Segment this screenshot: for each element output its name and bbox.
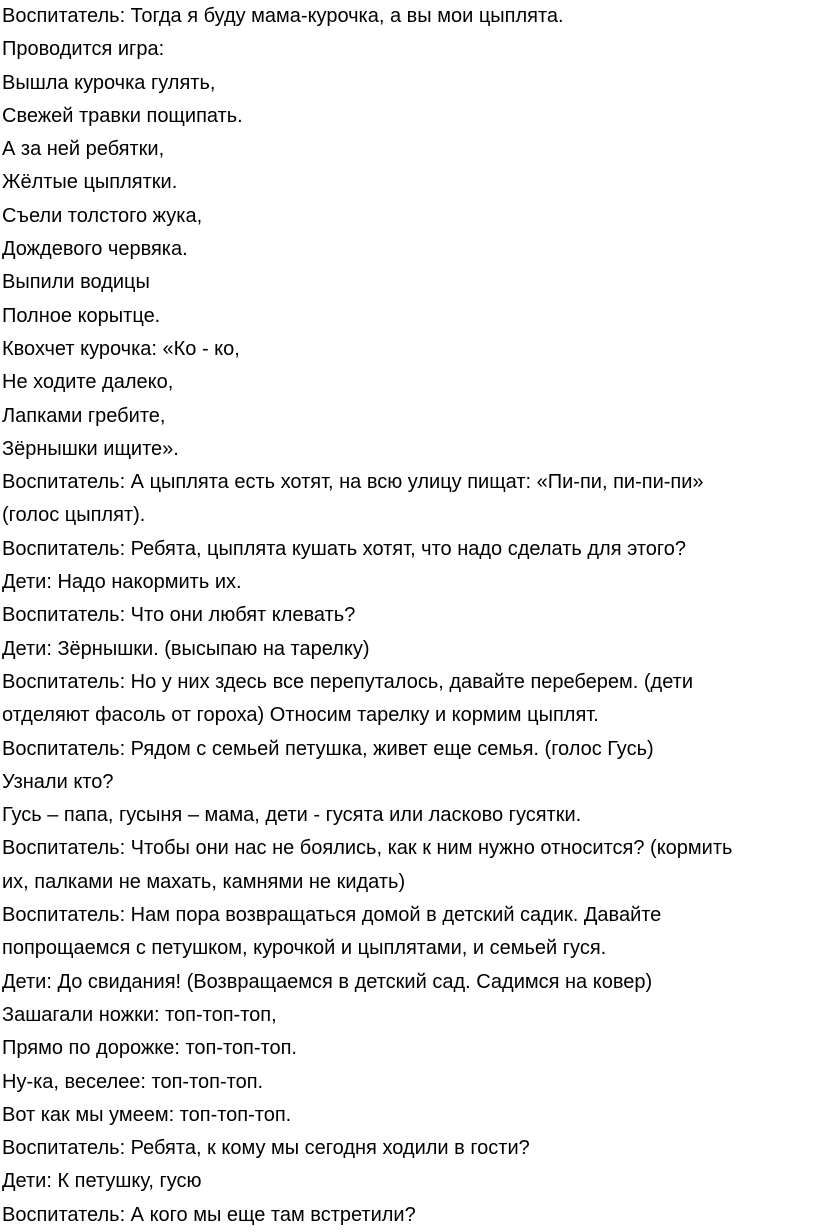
text-line: Воспитатель: Нам пора возвращаться домой в детский садик. Давайте bbox=[2, 904, 662, 927]
text-line: Воспитатель: Рядом с семьей петушка, живет еще семья. (голос Гусь) bbox=[2, 737, 654, 760]
text-line: Полное корытце. bbox=[2, 304, 161, 327]
document-body bbox=[2, 0, 802, 1232]
text-line: Вот как мы умеем: топ-топ-топ. bbox=[2, 1103, 292, 1126]
text-line: Воспитатель: Тогда я буду мама-курочка, а вы мои цыплята. bbox=[2, 5, 564, 27]
text-line: попрощаемся с петушком, курочкой и цыплятами, и семьей гуся. bbox=[2, 937, 607, 960]
text-line: Свежей травки пощипать. bbox=[2, 104, 243, 127]
text-line: Воспитатель: А кого мы еще там встретили? bbox=[2, 1203, 416, 1226]
text-line: А за ней ребятки, bbox=[2, 138, 165, 161]
text-line: Выпили водицы bbox=[2, 271, 150, 294]
text-line: (голос цыплят). bbox=[2, 504, 146, 527]
text-line: их, палками не махать, камнями не кидать) bbox=[2, 870, 406, 893]
text-line: Дети: До свидания! (Возвращаемся в детский сад. Садимся на ковер) bbox=[2, 970, 653, 993]
text-line: Дети: К петушку, гусю bbox=[2, 1170, 202, 1193]
text-line: Жёлтые цыплятки. bbox=[2, 171, 178, 194]
text-line: Гусь – папа, гусыня – мама, дети - гусята или ласково гусятки. bbox=[2, 804, 582, 827]
text-line: Воспитатель: Чтобы они нас не боялись, как к ним нужно относится? (кормить bbox=[2, 837, 733, 860]
text-line: Воспитатель: Ребята, цыплята кушать хотят, что надо сделать для этого? bbox=[2, 537, 687, 560]
text-line: Узнали кто? bbox=[2, 770, 114, 793]
text-line: Зёрнышки ищите». bbox=[2, 437, 179, 460]
text-line: Ну-ка, веселее: топ-топ-топ. bbox=[2, 1070, 264, 1093]
text-line: Не ходите далеко, bbox=[2, 371, 174, 394]
text-line: Воспитатель: А цыплята есть хотят, на всю улицу пищат: «Пи-пи, пи-пи-пи» bbox=[2, 471, 704, 494]
text-line: Съели толстого жука, bbox=[2, 204, 203, 227]
text-line: Дети: Зёрнышки. (высыпаю на тарелку) bbox=[2, 637, 370, 660]
text-line: Проводится игра: bbox=[2, 38, 165, 61]
text-line: Вышла курочка гулять, bbox=[2, 71, 216, 94]
text-line: Прямо по дорожке: топ-топ-топ. bbox=[2, 1037, 297, 1060]
text-line: Лапками гребите, bbox=[2, 404, 166, 427]
text-line: Зашагали ножки: топ-топ-топ, bbox=[2, 1003, 277, 1026]
text-line: Квохчет курочка: «Ко - ко, bbox=[2, 337, 240, 360]
text-line: Воспитатель: Что они любят клевать? bbox=[2, 604, 356, 627]
text-line: Воспитатель: Но у них здесь все перепуталось, давайте переберем. (дети bbox=[2, 670, 694, 693]
text-line: Дети: Надо накормить их. bbox=[2, 571, 242, 594]
text-line: Дождевого червяка. bbox=[2, 238, 188, 261]
text-line: Воспитатель: Ребята, к кому мы сегодня ходили в гости? bbox=[2, 1137, 530, 1160]
text-line: отделяют фасоль от гороха) Относим тарелку и кормим цыплят. bbox=[2, 704, 599, 727]
